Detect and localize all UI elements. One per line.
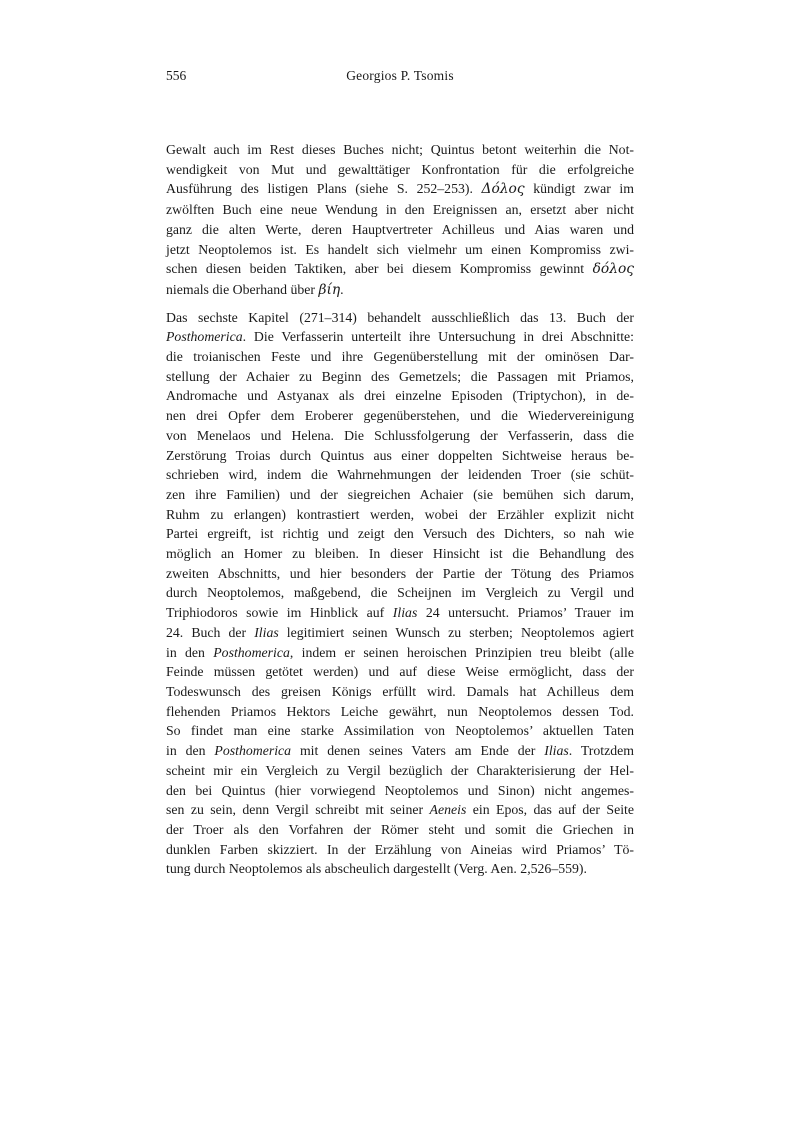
- work-title: Aeneis: [429, 802, 467, 818]
- text-line: [166, 603, 634, 623]
- text-segment: .: [340, 281, 344, 297]
- text-line: [166, 564, 634, 584]
- text-segment: die troianischen Feste und ihre Gegenüberstellung mit der ominösen Dar-: [166, 349, 634, 365]
- text-segment: nen drei Opfer dem Eroberer gegenüberstehen, und die Wiedervereinigung: [166, 408, 634, 424]
- work-title: Posthomerica: [214, 743, 292, 759]
- text-line: [166, 643, 634, 663]
- text-segment: Partei ergreift, ist richtig und zeigt den Versuch des Dichters, so nah wie: [166, 526, 634, 542]
- text-line: [166, 140, 634, 160]
- text-segment: Ausführung des listigen Plans (siehe S. 252–253).: [166, 181, 482, 197]
- text-segment: ein Epos, das auf der Seite: [466, 802, 634, 818]
- text-segment: flehenden Priamos Hektors Leiche gewährt, nun Neoptolemos dessen Tod.: [166, 703, 634, 719]
- text-segment: den bei Quintus (hier vorwiegend Neoptolemos und Sinon) nicht angemes-: [166, 782, 634, 798]
- text-segment: tung durch Neoptolemos als abscheulich dargestellt (Verg. Aen. 2,526–559).: [166, 861, 587, 877]
- text-segment: Ruhm zu erlangen) kontrastiert werden, wobei der Erzähler explizit nicht: [166, 506, 634, 522]
- text-segment: zen ihre Familien) und der siegreichen Achaier (sie bemühen sich darum,: [166, 486, 634, 502]
- page-number: 556: [166, 68, 187, 83]
- text-segment: jetzt Neoptolemos ist. Es handelt sich vielmehr um einen Kompromiss zwi-: [166, 241, 634, 257]
- text-segment: schrieben wird, indem die Wahrnehmungen der leidenden Troer (sie schüt-: [166, 467, 634, 483]
- text-line: [166, 820, 634, 840]
- running-header: [166, 68, 634, 88]
- work-title: Ilias: [254, 624, 279, 640]
- text-line: [166, 781, 634, 801]
- text-segment: 24. Buch der: [166, 624, 255, 640]
- text-segment: dunklen Farben skizziert. In der Erzählung von Aineias wird Priamos’ Tö-: [166, 841, 634, 857]
- text-line: [166, 524, 634, 544]
- text-segment: Andromache und Astyanax als drei einzelne Episoden (Triptychon), in de-: [166, 388, 634, 404]
- greek-term: Δόλος: [481, 181, 525, 198]
- text-block: [166, 140, 634, 879]
- text-line: [166, 367, 634, 387]
- text-line: [166, 583, 634, 603]
- text-segment: durch Neoptolemos, maßgebend, die Scheijnen im Vergleich zu Vergil und: [166, 585, 634, 601]
- text-segment: in den: [166, 644, 214, 660]
- text-line: [166, 220, 634, 240]
- text-line: [166, 308, 634, 328]
- running-head-title: Georgios P. Tsomis: [346, 68, 454, 83]
- text-segment: mit denen seines Vaters am Ende der: [291, 743, 545, 759]
- text-line: [166, 721, 634, 741]
- text-segment: zweiten Abschnitts, und hier besonders der Partie der Tötung des Priamos: [166, 565, 634, 581]
- work-title: Ilias: [544, 743, 569, 759]
- text-line: [166, 160, 634, 180]
- text-segment: in den: [166, 743, 215, 759]
- greek-term: δόλος: [592, 261, 634, 278]
- text-line: [166, 179, 634, 200]
- text-segment: Triphiodoros sowie im Hinblick auf: [166, 605, 393, 621]
- text-segment: Todeswunsch des greisen Königs erfüllt wird. Damals hat Achilleus dem: [166, 683, 634, 699]
- text-segment: Zerstörung Troias durch Quintus aus einer doppelten Sichtweise heraus be-: [166, 447, 634, 463]
- text-line: [166, 200, 634, 220]
- text-line: [166, 859, 634, 879]
- text-segment: wendigkeit von Mut und gewalttätiger Konfrontation für die erfolgreiche: [166, 161, 634, 177]
- text-segment: Das sechste Kapitel (271–314) behandelt ausschließlich das 13. Buch der: [166, 309, 634, 325]
- work-title: Ilias: [392, 605, 418, 621]
- greek-term: βίη: [318, 281, 341, 298]
- text-line: [166, 386, 634, 406]
- text-line: [166, 406, 634, 426]
- text-segment: legitimiert seinen Wunsch zu sterben; Neoptolemos agiert: [278, 624, 634, 640]
- text-segment: der Troer als den Vorfahren der Römer steht und somit die Griechen in: [166, 821, 634, 837]
- text-segment: So findet man eine starke Assimilation von Neoptolemos’ aktuellen Taten: [166, 723, 634, 739]
- text-line: [166, 800, 634, 820]
- text-segment: scheint mir ein Vergleich zu Vergil bezüglich der Charakterisierung der Hel-: [166, 762, 634, 778]
- text-segment: schen diesen beiden Taktiken, aber bei diesem Kompromiss gewinnt: [166, 261, 593, 277]
- text-line: [166, 446, 634, 466]
- paragraph: [166, 140, 634, 301]
- text-segment: 24 untersucht. Priamos’ Trauer im: [417, 605, 634, 621]
- text-line: [166, 623, 634, 643]
- text-segment: niemals die Oberhand über: [166, 281, 319, 297]
- text-segment: . Trotzdem: [568, 743, 634, 759]
- text-segment: kündigt zwar im: [524, 181, 634, 197]
- work-title: Posthomerica: [166, 329, 243, 345]
- text-line: [166, 280, 634, 301]
- text-segment: von Menelaos und Helena. Die Schlussfolgerung der Verfasserin, dass die: [166, 427, 634, 443]
- text-segment: zwölften Buch eine neue Wendung in den Ereignissen an, ersetzt aber nicht: [166, 202, 634, 218]
- text-line: [166, 682, 634, 702]
- text-line: [166, 505, 634, 525]
- text-segment: ganz die alten Werte, deren Hauptvertreter Achilleus und Aias waren und: [166, 221, 634, 237]
- text-line: [166, 662, 634, 682]
- text-line: [166, 761, 634, 781]
- work-title: Posthomerica: [213, 644, 290, 660]
- text-line: [166, 741, 634, 761]
- text-segment: , indem er seinen heroischen Prinzipien treu bleibt (alle: [289, 644, 634, 660]
- text-line: [166, 347, 634, 367]
- text-line: [166, 840, 634, 860]
- text-segment: sen zu sein, denn Vergil schreibt mit seiner: [166, 802, 430, 818]
- text-segment: . Die Verfasserin unterteilt ihre Untersuchung in drei Abschnitte:: [242, 329, 634, 345]
- text-line: [166, 259, 634, 280]
- text-line: [166, 485, 634, 505]
- text-line: [166, 426, 634, 446]
- text-segment: Feinde müssen getötet werden) und auf diese Weise ermöglicht, dass der: [166, 664, 634, 680]
- text-line: [166, 240, 634, 260]
- text-line: [166, 702, 634, 722]
- text-segment: stellung der Achaier zu Beginn des Gemetzels; die Passagen mit Priamos,: [166, 368, 634, 384]
- paragraph: [166, 308, 634, 879]
- text-segment: möglich an Homer zu bleiben. In dieser Hinsicht ist die Behandlung des: [166, 546, 634, 562]
- text-segment: Gewalt auch im Rest dieses Buches nicht; Quintus betont weiterhin die Not-: [166, 142, 634, 157]
- text-line: [166, 544, 634, 564]
- text-line: [166, 465, 634, 485]
- text-line: [166, 327, 634, 347]
